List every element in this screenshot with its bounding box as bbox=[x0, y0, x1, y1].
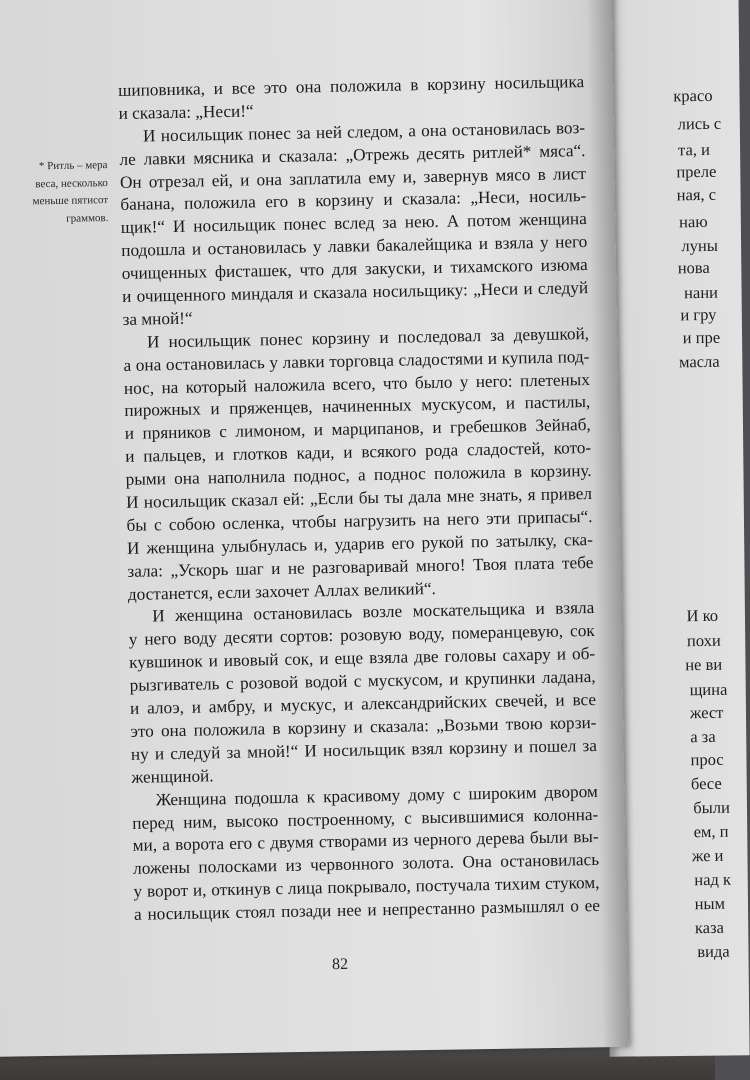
right-page-fragment: не ви bbox=[685, 654, 723, 675]
right-page-fragment: красо bbox=[673, 85, 713, 106]
right-page-fragment: были bbox=[693, 797, 730, 818]
text-line: у ворот и, откинув с лица покрывало, постучала тихим стуком, bbox=[133, 873, 600, 902]
text-line: И носильщик понес корзину и последовал за девушкой, bbox=[146, 323, 590, 352]
text-line: нос, на который наложила всего, что было у него: плетеных bbox=[123, 369, 591, 398]
text-line: перед ним, высоко построенному, с высившимися колонна- bbox=[132, 804, 599, 833]
footnote-line: * Ритль – мера bbox=[38, 159, 108, 173]
text-line: и алоэ, и амбру, и мускус, и александрийских свечей, и все bbox=[129, 689, 597, 718]
main-text-block bbox=[118, 71, 600, 927]
right-page-fragment: нова bbox=[677, 257, 710, 278]
right-page-fragment: над к bbox=[694, 869, 732, 890]
text-line: и пальцев, и глотков кади, и всякого рода сладостей, кото- bbox=[125, 438, 592, 467]
text-line: И носильщик понес за ней следом, а она остановилась воз- bbox=[142, 117, 586, 146]
text-line: рыми она наполнила поднос, а поднос положила в корзину. bbox=[125, 461, 592, 490]
text-line: женщиной. bbox=[131, 766, 214, 787]
right-page-fragment: лись с bbox=[677, 113, 722, 134]
text-line: и сказала: „Неси!“ bbox=[118, 101, 254, 123]
right-page-fragment: нани bbox=[683, 282, 719, 303]
text-line: это она положила в корзину и сказала: „Возьми твою корзи- bbox=[130, 712, 597, 741]
text-line: ну и следуй за мной!“ И носильщик взял корзину и пошел за bbox=[130, 735, 598, 764]
right-page-fragment: ная, с bbox=[676, 184, 717, 205]
footnote-line: граммов. bbox=[66, 211, 109, 225]
right-page-fragment: масла bbox=[678, 351, 720, 372]
text-line: рызгиватель с розовой водой с мускусом, и крупинки ладана, bbox=[129, 667, 596, 696]
text-line: кувшинок и ивовый сок, и еще взяла две головы сахару и об- bbox=[129, 644, 596, 673]
text-line: и пряников с лимоном, и марципанов, и гребешков Зейнаб, bbox=[124, 415, 591, 444]
right-page-fragment: преле bbox=[676, 161, 717, 182]
text-line: очищенных фисташек, что для закуски, и тихамского изюма bbox=[121, 255, 588, 284]
right-page-fragment: луны bbox=[681, 235, 718, 256]
text-line: а носильщик стоял позади нее и непрестанно размышлял о ее bbox=[133, 895, 601, 924]
right-page-fragment: же и bbox=[691, 845, 724, 866]
text-line: И женщина остановилась возле москательщика и взяла bbox=[152, 598, 595, 626]
text-line: ми, а ворота его с двумя створами из черного дерева были вы- bbox=[132, 827, 599, 856]
right-page-fragment: жест bbox=[689, 702, 724, 723]
footnote-line: веса, несколько bbox=[35, 176, 108, 190]
right-page-fragment: каза bbox=[694, 917, 725, 938]
right-page-fragment: прос bbox=[690, 749, 724, 770]
text-line: банана, положила его в корзину и сказала: „Неси, носиль- bbox=[120, 186, 587, 215]
text-line: И женщина улыбнулась и, ударив его рукой по затылку, ска- bbox=[126, 529, 594, 558]
text-line: и очищенного миндаля и сказала носильщику: „Неси и следуй bbox=[121, 278, 589, 306]
text-line: шиповника, и все это она положила в корзину носильщика bbox=[118, 72, 585, 100]
text-line: ле лавки мясника и сказала: „Отрежь десять ритлей* мяса“. bbox=[119, 140, 586, 169]
right-page-fragment: и гру bbox=[680, 304, 717, 325]
text-line: подошла и остановилась у лавки бакалейщика и взяла у него bbox=[121, 232, 588, 261]
text-line: зала: „Ускорь шаг и не разговаривай много! Твоя плата тебе bbox=[127, 552, 594, 581]
right-page-fragment: ем, п bbox=[693, 821, 729, 842]
right-page-fragment: вида bbox=[697, 941, 730, 962]
right-page-fragment: щина bbox=[689, 679, 728, 700]
right-page-fragment: похи bbox=[686, 630, 721, 651]
right-page-fragment: а за bbox=[690, 726, 716, 747]
footnote-line: меньше пятисот bbox=[32, 194, 109, 208]
text-line: а она остановилась у лавки торговца сладостями и купила под- bbox=[123, 346, 590, 375]
text-line: за мной!“ bbox=[122, 308, 193, 329]
footnote bbox=[0, 157, 109, 229]
text-line: достанется, если захочет Аллах великий“. bbox=[127, 578, 436, 604]
right-page-fragment: ным bbox=[694, 893, 726, 914]
text-line: Женщина подошла к красивому дому с широким двором bbox=[155, 781, 598, 810]
right-page-fragment: бесе bbox=[690, 773, 722, 794]
right-page-fragment: наю bbox=[678, 211, 708, 232]
text-line: щик!“ И носильщик понес вслед за нею. А потом женщина bbox=[120, 209, 587, 238]
text-line: бы с собою осленка, чтобы нагрузить на него эти припасы“. bbox=[126, 506, 593, 535]
right-page-fragment: и пре bbox=[682, 327, 721, 348]
right-page-fragment: та, и bbox=[677, 139, 711, 160]
text-line: у него воду десяти сортов: розовую воду, померанцевую, сок bbox=[128, 621, 595, 650]
text-line: Он отрезал ей, и она заплатила ему и, завернув мясо в лист bbox=[119, 163, 587, 192]
text-line: И носильщик сказал ей: „Если бы ты дала мне знать, я привел bbox=[125, 484, 593, 512]
text-line: пирожных и пряженцев, начиненных мускусом, и пастилы, bbox=[124, 392, 591, 421]
text-line: ложены полосками из червонного золота. Она остановилась bbox=[132, 850, 600, 879]
right-page-fragment: И ко bbox=[686, 605, 719, 626]
page-number: 82 bbox=[331, 955, 349, 974]
